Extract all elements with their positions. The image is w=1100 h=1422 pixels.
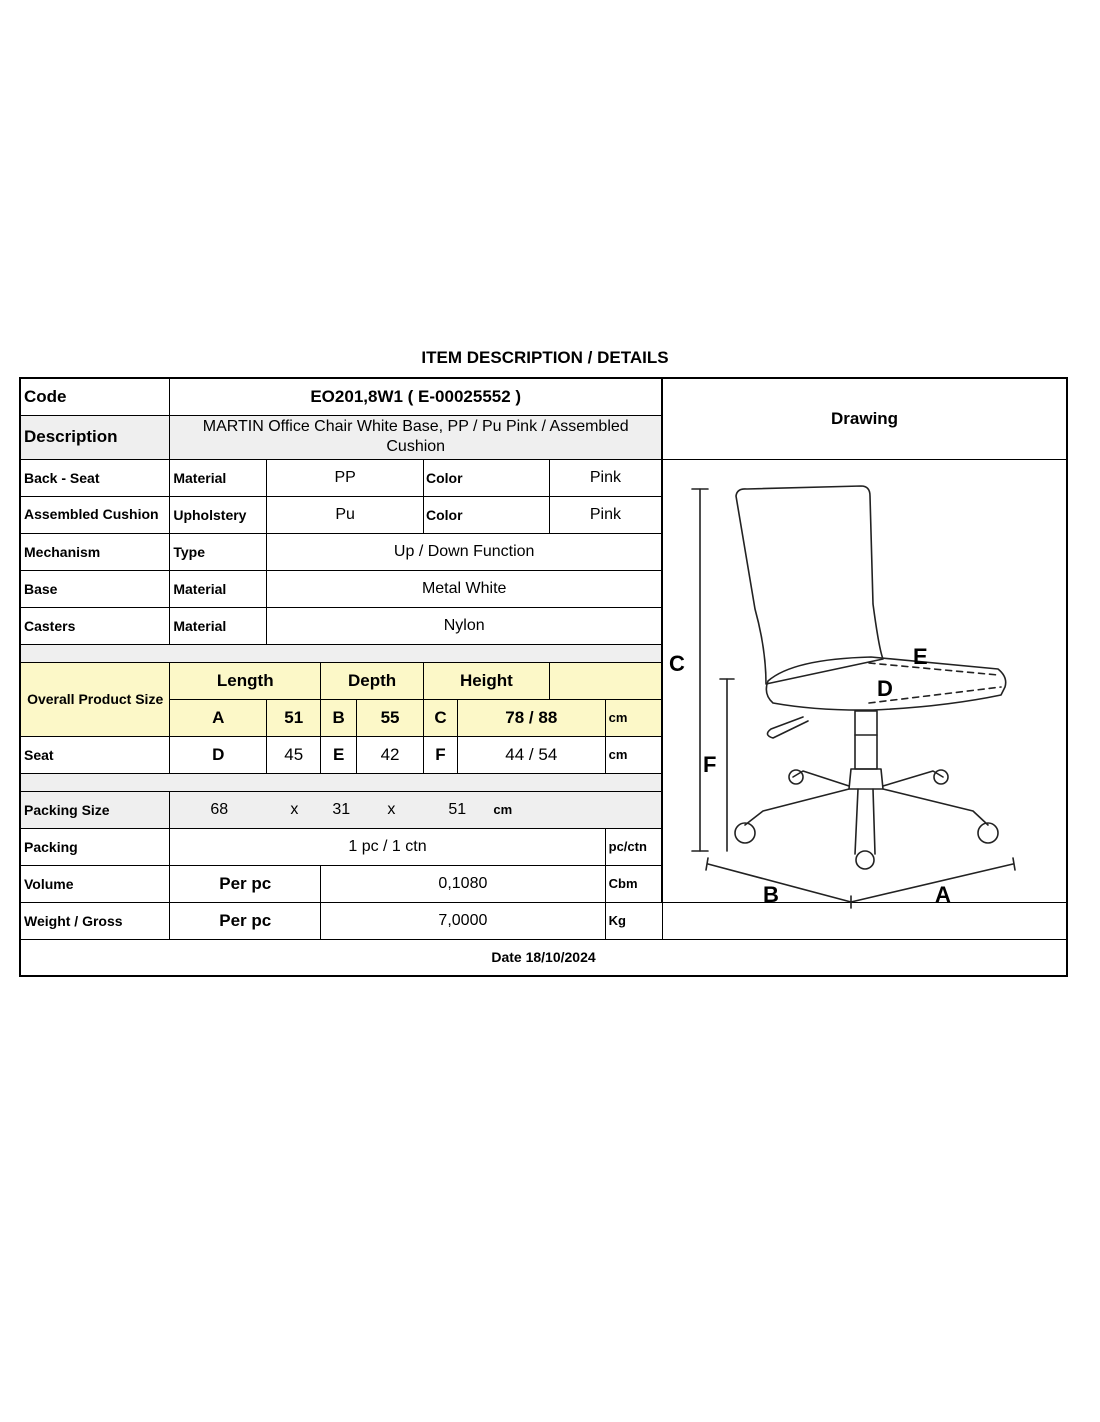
dim-e-value: 42 — [357, 736, 424, 773]
chair-drawing-svg — [643, 459, 1063, 935]
casters-label: Casters — [20, 607, 170, 644]
description-label: Description — [20, 415, 170, 459]
caster-left — [735, 823, 755, 843]
dim-a-label: A — [170, 699, 267, 736]
chair-gas-cylinder — [855, 711, 877, 769]
casters-value: Nylon — [267, 607, 662, 644]
dim-b-value: 55 — [357, 699, 424, 736]
packing-x-1: x — [290, 800, 299, 818]
chair-drawing — [643, 459, 1063, 935]
spacer-row-2 — [20, 773, 662, 791]
drawing-label: Drawing — [662, 378, 1067, 459]
back-seat-key: Material — [170, 459, 267, 496]
chair-backrest — [736, 486, 883, 684]
packing-size-label: Packing Size — [20, 791, 170, 828]
depth-header: Depth — [321, 662, 424, 699]
volume-per: Per pc — [170, 865, 321, 902]
packing-length: 68 — [210, 800, 229, 818]
dim-e-label: E — [321, 736, 357, 773]
packing-size-values — [170, 791, 662, 828]
volume-unit: Cbm — [605, 865, 662, 902]
base-value: Metal White — [267, 570, 662, 607]
cushion-key: Upholstery — [170, 496, 267, 533]
packing-x-2: x — [387, 800, 396, 818]
back-seat-value: PP — [267, 459, 424, 496]
dimension-line-b — [708, 864, 851, 902]
weight-per: Per pc — [170, 902, 321, 939]
weight-value: 7,0000 — [321, 902, 605, 939]
cushion-color-value: Pink — [549, 496, 662, 533]
cushion-color-key: Color — [423, 496, 549, 533]
packing-value: 1 pc / 1 ctn — [170, 828, 605, 865]
overall-size-label: Overall Product Size — [20, 662, 170, 736]
packing-label: Packing — [20, 828, 170, 865]
mechanism-label: Mechanism — [20, 533, 170, 570]
volume-value: 0,1080 — [321, 865, 605, 902]
base-label: Base — [20, 570, 170, 607]
dim-d-label: D — [170, 736, 267, 773]
cushion-value: Pu — [267, 496, 424, 533]
dim-b-label: B — [321, 699, 357, 736]
packing-unit-cell: pc/ctn — [605, 828, 662, 865]
packing-unit: cm — [493, 801, 513, 817]
casters-key: Material — [170, 607, 267, 644]
caster-back-right — [934, 770, 948, 784]
caster-right — [978, 823, 998, 843]
chair-base-leg-front — [855, 789, 858, 854]
date-footer: Date 18/10/2024 — [20, 939, 1067, 976]
description-value: MARTIN Office Chair White Base, PP / Pu Pink / Assembled Cushion — [170, 415, 662, 459]
dim-a-value: 51 — [267, 699, 321, 736]
caster-back-left — [789, 770, 803, 784]
volume-label: Volume — [20, 865, 170, 902]
dim-d-value: 45 — [267, 736, 321, 773]
sheet-title: ITEM DESCRIPTION / DETAILS — [421, 348, 669, 367]
dim-f-label: F — [423, 736, 457, 773]
dimension-line-a — [851, 864, 1013, 902]
back-seat-color-key: Color — [423, 459, 549, 496]
back-seat-label: Back - Seat — [20, 459, 170, 496]
drawing-letter-b: B — [763, 882, 779, 907]
drawing-letter-e: E — [913, 644, 928, 669]
chair-base-leg-left — [745, 789, 849, 825]
cushion-label: Assembled Cushion — [20, 496, 170, 533]
overall-unit: cm — [605, 699, 662, 736]
packing-width: 31 — [332, 800, 351, 818]
dim-f-value: 44 / 54 — [457, 736, 605, 773]
drawing-letter-f: F — [703, 752, 717, 777]
code-value: EO201,8W1 ( E-00025552 ) — [170, 378, 662, 415]
packing-height: 51 — [448, 800, 467, 818]
back-seat-color-value: Pink — [549, 459, 662, 496]
chair-base-leg-right — [883, 789, 988, 825]
spacer-row — [20, 644, 662, 662]
length-header: Length — [170, 662, 321, 699]
mechanism-value: Up / Down Function — [267, 533, 662, 570]
seat-label: Seat — [20, 736, 170, 773]
drawing-letter-c: C — [669, 651, 685, 676]
base-key: Material — [170, 570, 267, 607]
seat-unit: cm — [605, 736, 662, 773]
dim-c-label: C — [423, 699, 457, 736]
drawing-letter-d: D — [877, 676, 893, 701]
weight-label: Weight / Gross — [20, 902, 170, 939]
height-header: Height — [423, 662, 549, 699]
weight-unit: Kg — [605, 902, 662, 939]
chair-lever — [767, 717, 808, 738]
spec-sheet — [19, 377, 1068, 975]
dim-c-value: 78 / 88 — [457, 699, 605, 736]
caster-front — [856, 851, 874, 869]
drawing-letter-a: A — [935, 882, 951, 907]
mechanism-key: Type — [170, 533, 267, 570]
code-label: Code — [20, 378, 170, 415]
